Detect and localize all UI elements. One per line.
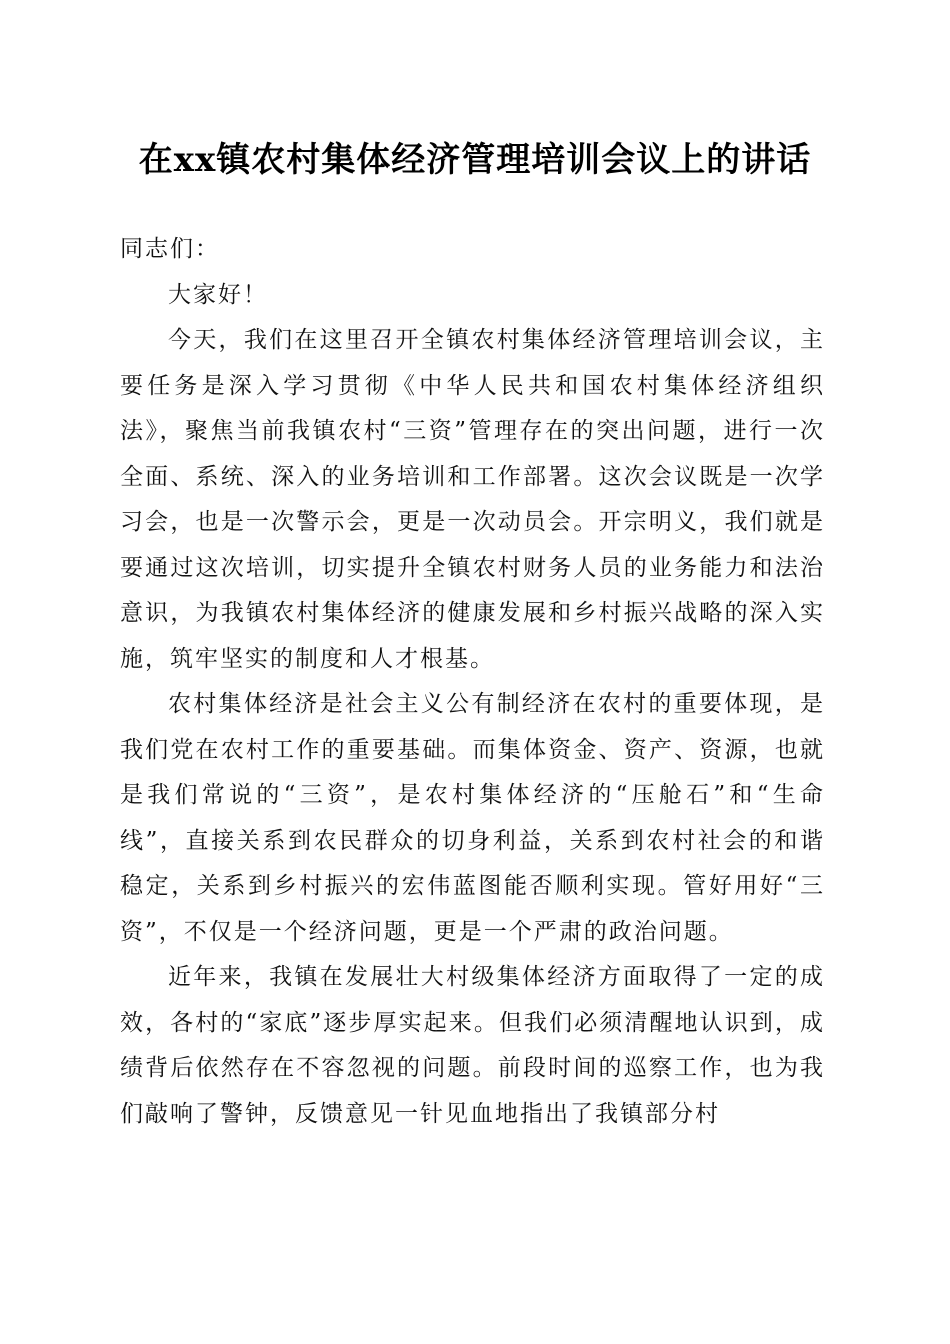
document-body bbox=[120, 227, 825, 1137]
paragraph-recent-years: 近年来，我镇在发展壮大村级集体经济方面取得了一定的成效，各村的“家底”逐步厚实起来。但我们必须清醒地认识到，成绩背后依然存在不容忽视的问题。前段时间的巡察工作，也为我们敲响了警钟，反馈意见一针见血地指出了我镇部分村 bbox=[120, 964, 825, 1127]
paragraph-collective-economy: 农村集体经济是社会主义公有制经济在农村的重要体现，是我们党在农村工作的重要基础。而集体资金、资产、资源，也就是我们常说的“三资”，是农村集体经济的“压舱石”和“生命线”，直接关系到农民群众的切身利益，关系到农村社会的和谐稳定，关系到乡村振兴的宏伟蓝图能否顺利实现。管好用好“三资”，不仅是一个经济问题，更是一个严肃的政治问题。 bbox=[120, 691, 825, 945]
paragraph-greeting: 大家好！ bbox=[168, 281, 268, 308]
salutation: 同志们： bbox=[120, 236, 220, 262]
document-title: 在xx镇农村集体经济管理培训会议上的讲话 bbox=[138, 140, 812, 180]
paragraph-meeting-purpose: 今天，我们在这里召开全镇农村集体经济管理培训会议，主要任务是深入学习贯彻《中华人民共和国农村集体经济组织法》，聚焦当前我镇农村“三资”管理存在的突出问题，进行一次全面、系统、深入的业务培训和工作部署。这次会议既是一次学习会，也是一次警示会，更是一次动员会。开宗明义，我们就是要通过这次培训，切实提升全镇农村财务人员的业务能力和法治意识，为我镇农村集体经济的健康发展和乡村振兴战略的深入实施，筑牢坚实的制度和人才根基。 bbox=[120, 327, 825, 672]
